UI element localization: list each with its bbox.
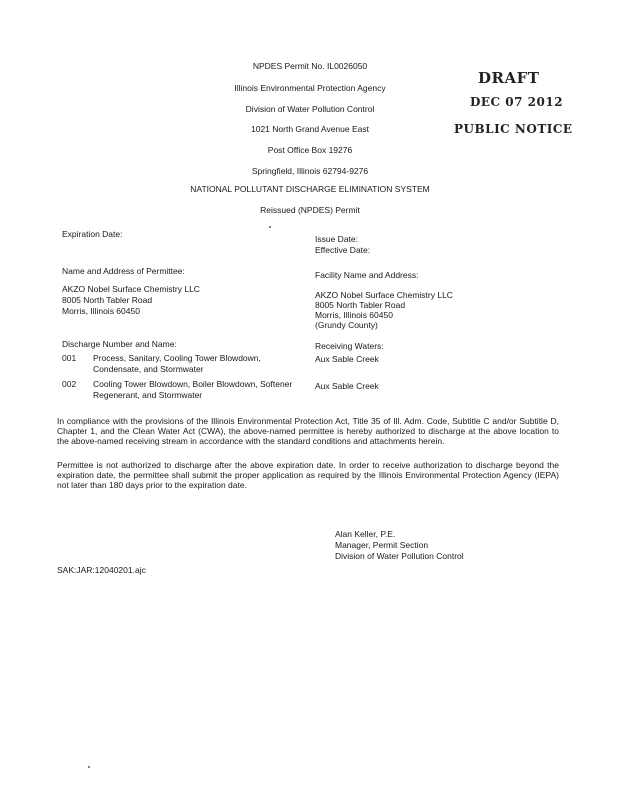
division-name: Division of Water Pollution Control (245, 104, 375, 114)
facility-line: AKZO Nobel Surface Chemistry LLC (315, 290, 453, 300)
issue-date-label: Issue Date: (315, 234, 358, 244)
discharge-name-cont: Regenerant, and Stormwater (93, 390, 203, 400)
receiving-water: Aux Sable Creek (315, 354, 379, 364)
signatory-name: Alan Keller, P.E. (335, 529, 396, 539)
permit-type: Reissued (NPDES) Permit (260, 205, 360, 215)
street-address: 1021 North Grand Avenue East (251, 124, 369, 134)
stamp-date: DEC 07 2012 (470, 95, 564, 109)
expiration-paragraph: Permittee is not authorized to discharge after the above expiration date. In order to receive authorization to discharge beyond the expiration date, the permittee shall submit the proper application as required by the Illinois Environmental Protection Agency (IEPA) not later than 180 days prior to the expiration date. (57, 460, 559, 490)
permit-number: NPDES Permit No. IL0026050 (252, 61, 368, 71)
signatory-title: Manager, Permit Section (335, 540, 429, 550)
effective-date-label: Effective Date: (315, 245, 371, 255)
permittee-line: Morris, Illinois 60450 (62, 306, 140, 316)
facility-line: (Grundy County) (315, 320, 378, 330)
system-title: NATIONAL POLLUTANT DISCHARGE ELIMINATION SYSTEM (190, 184, 430, 194)
agency-name: Illinois Environmental Protection Agency (234, 83, 386, 93)
compliance-paragraph: In compliance with the provisions of the Illinois Environmental Protection Act, Title 35 of Ill. Adm. Code, Subtitle C and/or Subtitle D, Chapter 1, and the Clean Water Act (CWA), the above-named permittee is hereby authorized to discharge at the above location to the above-named receiving stream in accordance with the standard conditions and attachments herein. (57, 416, 559, 446)
scan-speck (269, 226, 271, 228)
po-box: Post Office Box 19276 (267, 145, 353, 155)
discharge-heading: Discharge Number and Name: (62, 339, 177, 349)
receiving-waters-heading: Receiving Waters: (315, 341, 384, 351)
scan-speck (88, 766, 90, 768)
city-state-zip: Springfield, Illinois 62794-9276 (251, 166, 369, 176)
public-notice-stamp: PUBLIC NOTICE (454, 122, 573, 136)
facility-line: 8005 North Tabler Road (315, 300, 406, 310)
reference-code: SAK:JAR:12040201.ajc (57, 565, 146, 575)
draft-stamp: DRAFT (478, 69, 540, 87)
receiving-water: Aux Sable Creek (315, 381, 379, 391)
permittee-line: 8005 North Tabler Road (62, 295, 153, 305)
permittee-line: AKZO Nobel Surface Chemistry LLC (62, 284, 200, 294)
expiration-date-label: Expiration Date: (62, 229, 123, 239)
facility-line: Morris, Illinois 60450 (315, 310, 393, 320)
discharge-number: 001 (62, 353, 77, 363)
discharge-name-cont: Condensate, and Stormwater (93, 364, 204, 374)
discharge-number: 002 (62, 379, 77, 389)
permittee-heading: Name and Address of Permittee: (62, 266, 185, 276)
discharge-name: Cooling Tower Blowdown, Boiler Blowdown, Softener (93, 379, 293, 389)
facility-heading: Facility Name and Address: (315, 270, 419, 280)
signatory-division: Division of Water Pollution Control (335, 551, 464, 561)
discharge-name: Process, Sanitary, Cooling Tower Blowdown, (93, 353, 261, 363)
